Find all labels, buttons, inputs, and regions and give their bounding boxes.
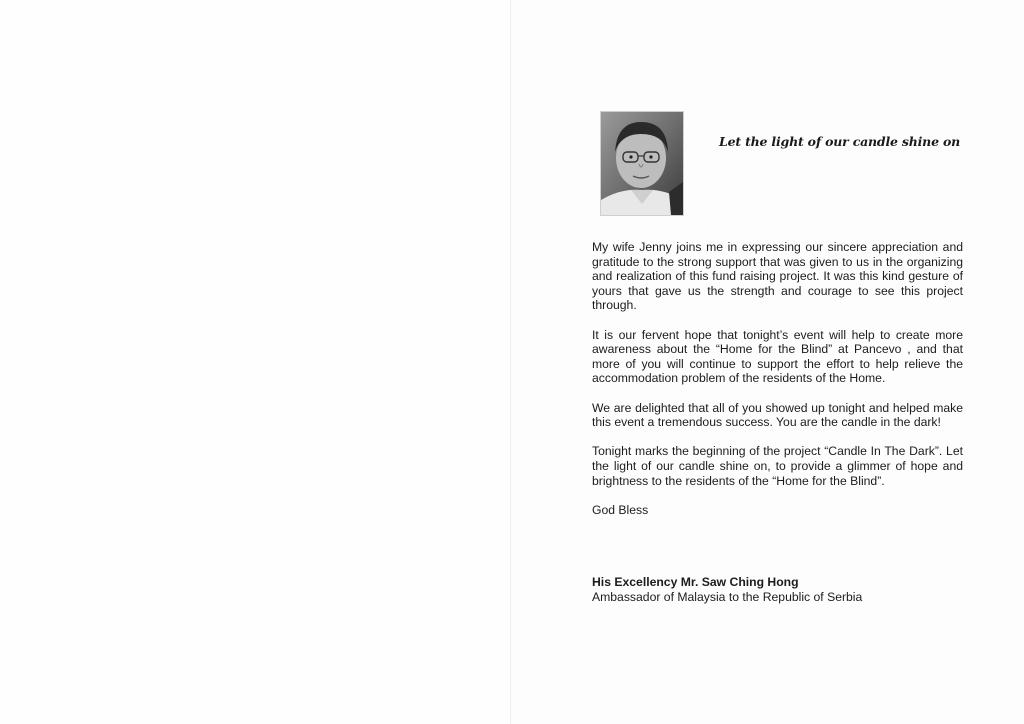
signatory-name: His Excellency Mr. Saw Ching Hong bbox=[592, 575, 799, 589]
ambassador-portrait-photo bbox=[600, 111, 684, 216]
paragraph-awareness: It is our fervent hope that tonight’s event will help to create more awareness about the “Home for the Blind” at Pancevo , and that more of you will continue to support the effort to help relieve the accommodation problem of the residents of the Home. bbox=[592, 327, 963, 386]
left-page-blank bbox=[0, 0, 510, 724]
paragraph-success: We are delighted that all of you showed up tonight and helped make this event a tremendous success. You are the candle in the dark! bbox=[592, 400, 963, 430]
page-heading: Let the light of our candle shine on bbox=[719, 134, 960, 149]
signature-block bbox=[592, 575, 972, 605]
portrait-image bbox=[601, 112, 683, 215]
paragraph-blessing: God Bless bbox=[592, 502, 649, 517]
paragraph-appreciation: My wife Jenny joins me in expressing our sincere appreciation and gratitude to the strong support that was given to us in the organizing and realization of this fund raising project. It was this kind gesture of yours that gave us the strength and courage to see this project through. bbox=[592, 240, 963, 313]
signatory-title: Ambassador of Malaysia to the Republic of Serbia bbox=[592, 590, 863, 604]
letter-body bbox=[592, 240, 963, 532]
paragraph-project: Tonight marks the beginning of the project “Candle In The Dark”. Let the light of our candle shine on, to provide a glimmer of hope and brightness to the residents of the “Home for the Blind”. bbox=[592, 444, 963, 488]
